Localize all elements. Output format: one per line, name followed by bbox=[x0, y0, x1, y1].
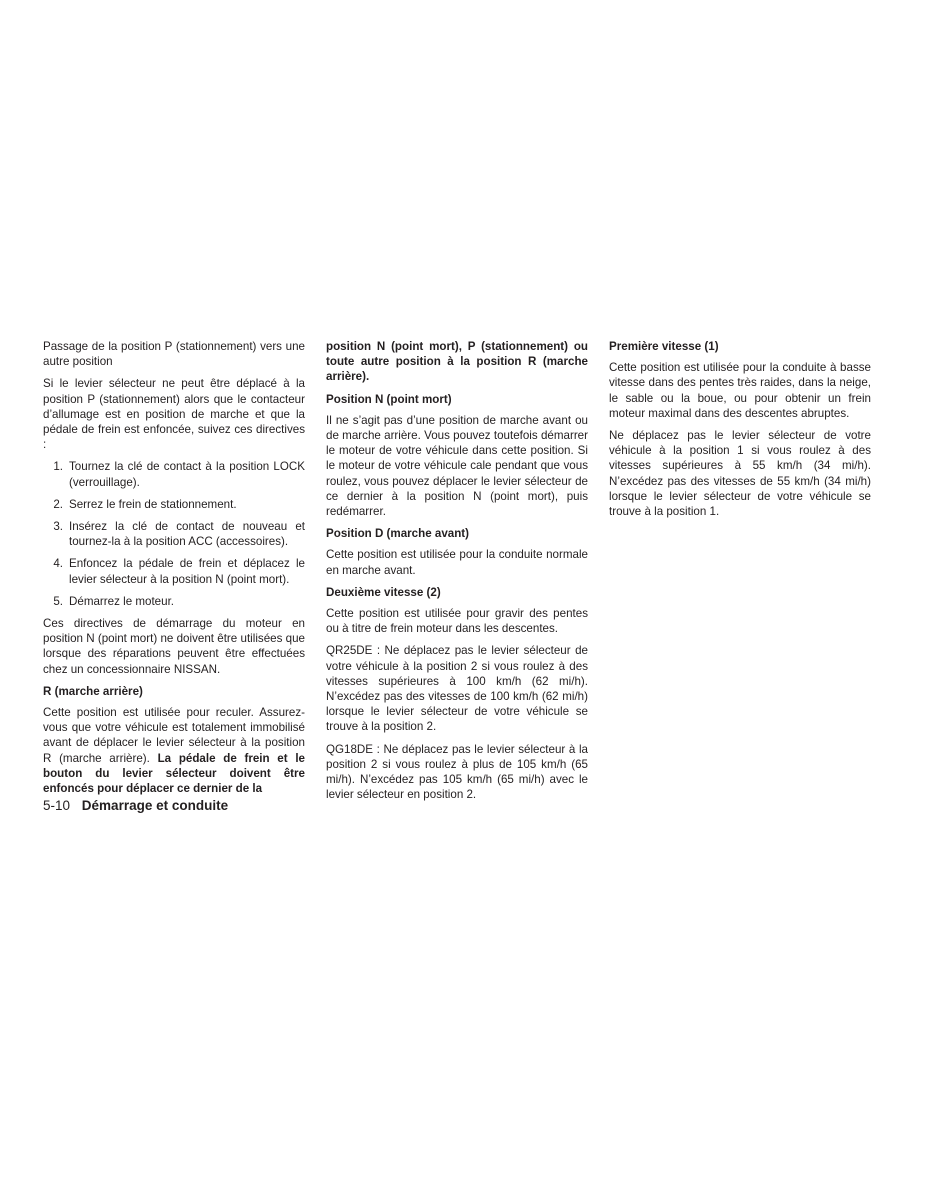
step-text: Insérez la clé de contact de nouveau et tournez-la à la position ACC (accessoires). bbox=[69, 520, 305, 549]
step-number: 5. bbox=[53, 594, 63, 608]
heading-reverse: R (marche arrière) bbox=[43, 684, 143, 698]
section-title: Démarrage et conduite bbox=[81, 798, 229, 813]
paragraph-reverse-warning-continued: position N (point mort), P (stationnement) ou toute autre position à la position R (marche arrière). bbox=[326, 340, 588, 384]
paragraph-reverse bbox=[43, 705, 305, 796]
step-number: 2. bbox=[53, 497, 63, 511]
column-right bbox=[609, 339, 871, 526]
heading-drive: Position D (marche avant) bbox=[326, 527, 470, 541]
steps-list bbox=[43, 459, 305, 609]
paragraph-shift-from-park: Passage de la position P (stationnement) vers une autre position bbox=[43, 340, 305, 369]
column-left bbox=[43, 339, 305, 803]
step-number: 1. bbox=[53, 460, 63, 474]
step-number: 3. bbox=[53, 520, 63, 534]
column-middle bbox=[326, 339, 588, 809]
list-item bbox=[43, 459, 305, 489]
reverse-text: Cette position est utilisée pour reculer. Assurez-vous que votre véhicule est totalement immobilisé avant de déplacer le levier sélecteur à la position R (marche arrière). bbox=[43, 706, 305, 765]
paragraph-first-gear-speed: Ne déplacez pas le levier sélecteur de votre véhicule à la position 1 si vous roulez à des vitesses supérieures à 55 km/h (34 mi/h). N’excédez pas des vitesses de 55 km/h (34 mi/h) lorsque le levier sélecteur de votre véhicule se trouve à la position 1. bbox=[609, 429, 871, 519]
list-item bbox=[43, 497, 305, 512]
list-item bbox=[43, 519, 305, 549]
paragraph-first-gear: Cette position est utilisée pour la conduite à basse vitesse dans des pentes très raides, dans la neige, le sable ou la boue, ou pour obtenir un frein moteur maximal dans des descentes abruptes. bbox=[609, 361, 871, 420]
paragraph-qg18de: QG18DE : Ne déplacez pas le levier sélecteur à la position 2 si vous roulez à plus de 105 km/h (65 mi/h). N’excédez pas 105 km/h (65 mi/h) avec le levier sélecteur en position 2. bbox=[326, 742, 588, 802]
page-footer bbox=[43, 798, 228, 813]
paragraph-second-gear: Cette position est utilisée pour gravir des pentes ou à titre de frein moteur dans les descentes. bbox=[326, 607, 588, 636]
step-number: 4. bbox=[53, 557, 63, 571]
step-text: Tournez la clé de contact à la position LOCK (verrouillage). bbox=[69, 460, 305, 489]
list-item bbox=[43, 556, 305, 586]
step-text: Enfoncez la pédale de frein et déplacez le levier sélecteur à la position N (point mort). bbox=[69, 557, 305, 586]
step-text: Démarrez le moteur. bbox=[69, 594, 175, 608]
page-number: 5-10 bbox=[43, 798, 71, 813]
paragraph-qr25de: QR25DE : Ne déplacez pas le levier sélecteur de votre véhicule à la position 2 si vous roulez à des vitesses supérieures à 100 km/h (62 mi/h). N’excédez pas des vitesses de 100 km/h (62 mi/h) lorsque le levier sélecteur de votre véhicule se trouve à la position 2. bbox=[326, 644, 588, 734]
reverse-warning-text: La pédale de frein et le bouton du levier sélecteur doivent être enfoncés pour déplacer ce dernier de la bbox=[43, 751, 305, 796]
list-item bbox=[43, 594, 305, 609]
heading-first-gear: Première vitesse (1) bbox=[609, 340, 719, 353]
step-text: Serrez le frein de stationnement. bbox=[69, 497, 237, 511]
paragraph-neutral: Il ne s’agit pas d’une position de marche avant ou de marche arrière. Vous pouvez toutefois démarrer le moteur de votre véhicule dans cette position. Si le moteur de votre véhicule cale pendant que vous roulez, vous pouvez déplacer le levier sélecteur de ce dernier à la position N (point mort), puis redémarrer. bbox=[326, 413, 588, 519]
heading-second-gear: Deuxième vitesse (2) bbox=[326, 585, 441, 599]
paragraph-drive: Cette position est utilisée pour la conduite normale en marche avant. bbox=[326, 548, 588, 577]
paragraph-shift-lock-directions: Si le levier sélecteur ne peut être déplacé à la position P (stationnement) alors que le contacteur d’allumage est en position de marche et que la pédale de frein est enfoncée, suivez ces directives : bbox=[43, 377, 305, 452]
heading-neutral: Position N (point mort) bbox=[326, 392, 452, 406]
paragraph-dealer-note: Ces directives de démarrage du moteur en position N (point mort) ne doivent être utilisées que lorsque des réparations peuvent être effectuées chez un concessionnaire NISSAN. bbox=[43, 617, 305, 676]
